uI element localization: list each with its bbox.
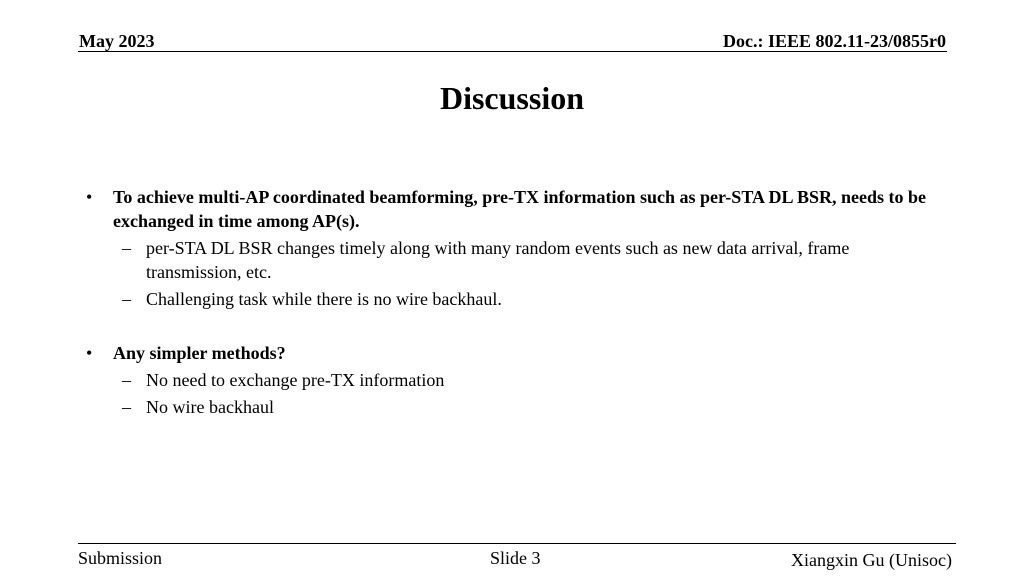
sub-bullet-marker: –: [122, 238, 131, 258]
sub-bullet-item: [78, 395, 948, 419]
bullet-item: [78, 341, 948, 365]
sub-bullet-marker: –: [122, 289, 131, 309]
bullet-item: [78, 185, 948, 233]
sub-bullet-text: No need to exchange pre-TX information: [146, 370, 445, 390]
sub-bullet-text: No wire backhaul: [146, 397, 274, 417]
bullet-spacer: [78, 314, 948, 341]
footer-submission: Submission: [78, 548, 163, 568]
header-doc-id: Doc.: IEEE 802.11-23/0855r0: [723, 31, 946, 51]
slide-title: Discussion: [439, 80, 585, 116]
sub-bullet-text: Challenging task while there is no wire backhaul.: [146, 289, 502, 309]
bullet-text: To achieve multi-AP coordinated beamforming, pre-TX information such as per-STA DL BSR, needs to be exchanged in time among AP(s).: [113, 187, 927, 231]
sub-bullet-list: [78, 368, 948, 419]
sub-bullet-list: [78, 236, 948, 311]
sub-bullet-marker: –: [122, 370, 131, 390]
footer-author: Xiangxin Gu (Unisoc): [791, 550, 952, 570]
sub-bullet-item: [78, 236, 948, 284]
sub-bullet-item: [78, 287, 948, 311]
bullet-marker: •: [86, 187, 93, 207]
bullet-text: Any simpler methods?: [113, 343, 286, 363]
header-date: May 2023: [79, 31, 155, 51]
header-divider: [78, 51, 947, 52]
bullet-marker: •: [86, 343, 93, 363]
sub-bullet-item: [78, 368, 948, 392]
slide-content: [78, 185, 948, 422]
sub-bullet-text: per-STA DL BSR changes timely along with many random events such as new data arrival, frame transmission, etc.: [146, 238, 850, 282]
footer-divider: [78, 543, 956, 544]
footer-slide-number: Slide 3: [490, 548, 541, 568]
sub-bullet-marker: –: [122, 397, 131, 417]
